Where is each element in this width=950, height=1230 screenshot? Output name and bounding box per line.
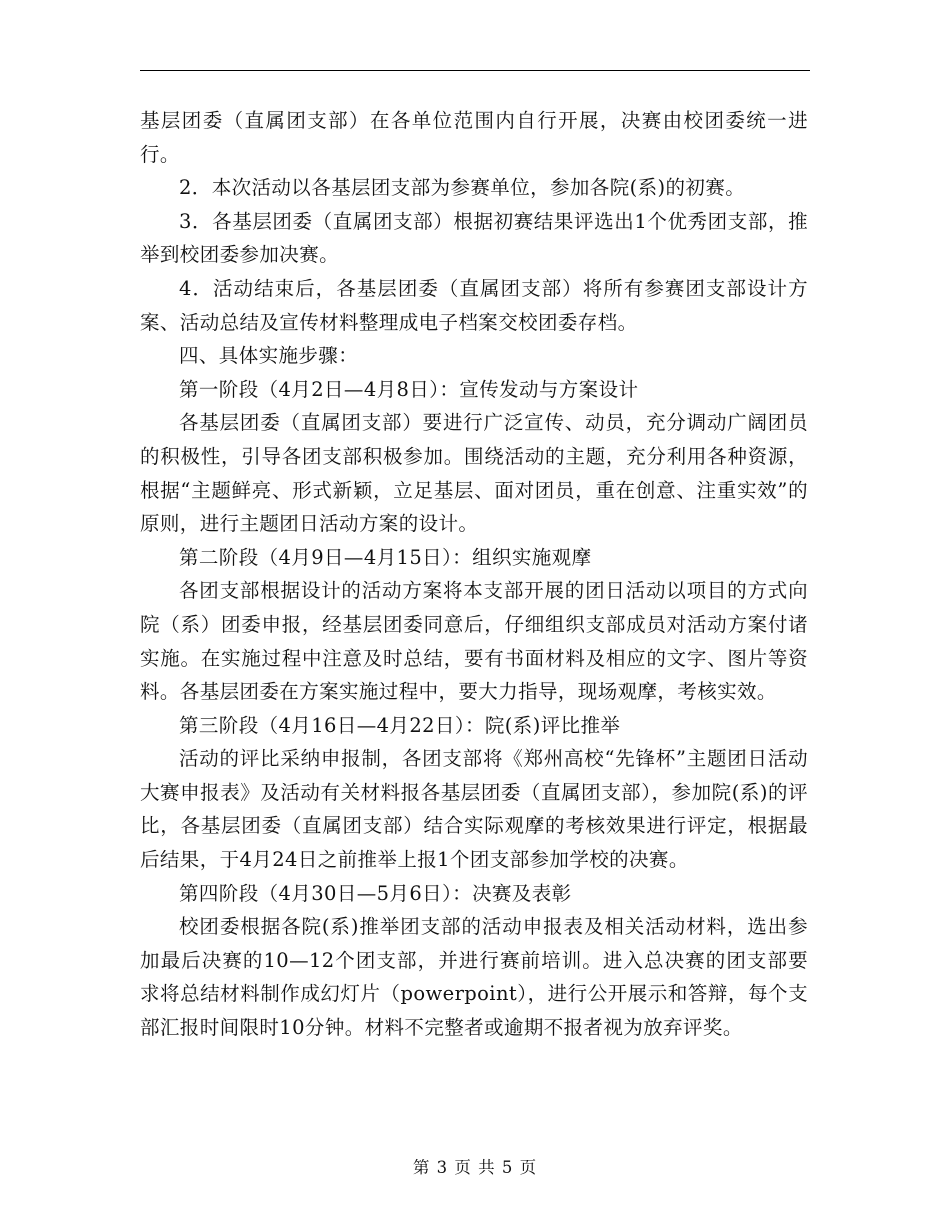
stage-2-body: 各团支部根据设计的活动方案将本支部开展的团日活动以项目的方式向院（系）团委申报，经基层团委同意后，仔细组织支部成员对活动方案付诸实施。在实施过程中注意及时总结，要有书面材料及相应的文字、图片等资料。各基层团委在方案实施过程中，要大力指导，现场观摩，考核实效。 <box>140 579 808 704</box>
stage-4-heading: 第四阶段（4月30日—5月6日）：决赛及表彰 <box>179 881 572 905</box>
stage-1-body: 各基层团委（直属团支部）要进行广泛宣传、动员，充分调动广阔团员的积极性，引导各团支部积极参加。围绕活动的主题，充分利用各种资源，根据“主题鲜亮、形式新颖，立足基层、面对团员，重在创意、注重实效”的原则，进行主题团日活动方案的设计。 <box>140 411 808 536</box>
stage-3-body: 活动的评比采纳申报制，各团支部将《郑州高校“先锋杯”主题团日活动大赛申报表》及活动有关材料报各基层团委（直属团支部），参加院(系)的评比，各基层团委（直属团支部）结合实际观摩的考核效果进行评定，根据最后结果，于4月24日之前推举上报1个团支部参加学校的决赛。 <box>140 747 808 872</box>
page-number-footer: 第 3 页 共 5 页 <box>412 1158 538 1177</box>
stage-4-body: 校团委根据各院(系)推举团支部的活动申报表及相关活动材料，选出参加最后决赛的10—12个团支部，并进行赛前培训。进入总决赛的团支部要求将总结材料制作成幻灯片（powerpoint），进行公开展示和答辩，每个支部汇报时间限时10分钟。材料不完整者或逾期不报者视为放弃评奖。 <box>140 915 808 1040</box>
header-rule <box>140 70 810 71</box>
stage-2-heading: 第二阶段（4月9日—4月15日）：组织实施观摩 <box>179 545 592 569</box>
paragraph-2: 2．本次活动以各基层团支部为参赛单位，参加各院(系)的初赛。 <box>179 176 746 200</box>
document-body <box>140 104 808 1045</box>
paragraph-1: 基层团委（直属团支部）在各单位范围内自行开展，决赛由校团委统一进行。 <box>140 109 808 166</box>
paragraph-3: 3．各基层团委（直属团支部）根据初赛结果评选出1个优秀团支部，推举到校团委参加决赛。 <box>140 209 808 267</box>
paragraph-4: 4．活动结束后，各基层团委（直属团支部）将所有参赛团支部设计方案、活动总结及宣传材料整理成电子档案交校团委存档。 <box>140 276 808 334</box>
stage-1-heading: 第一阶段（4月2日—4月8日）：宣传发动与方案设计 <box>179 377 639 401</box>
section-heading-implementation-steps: 四、具体实施步骤： <box>179 344 359 368</box>
stage-3-heading: 第三阶段（4月16日—4月22日）：院(系)评比推举 <box>179 713 621 737</box>
